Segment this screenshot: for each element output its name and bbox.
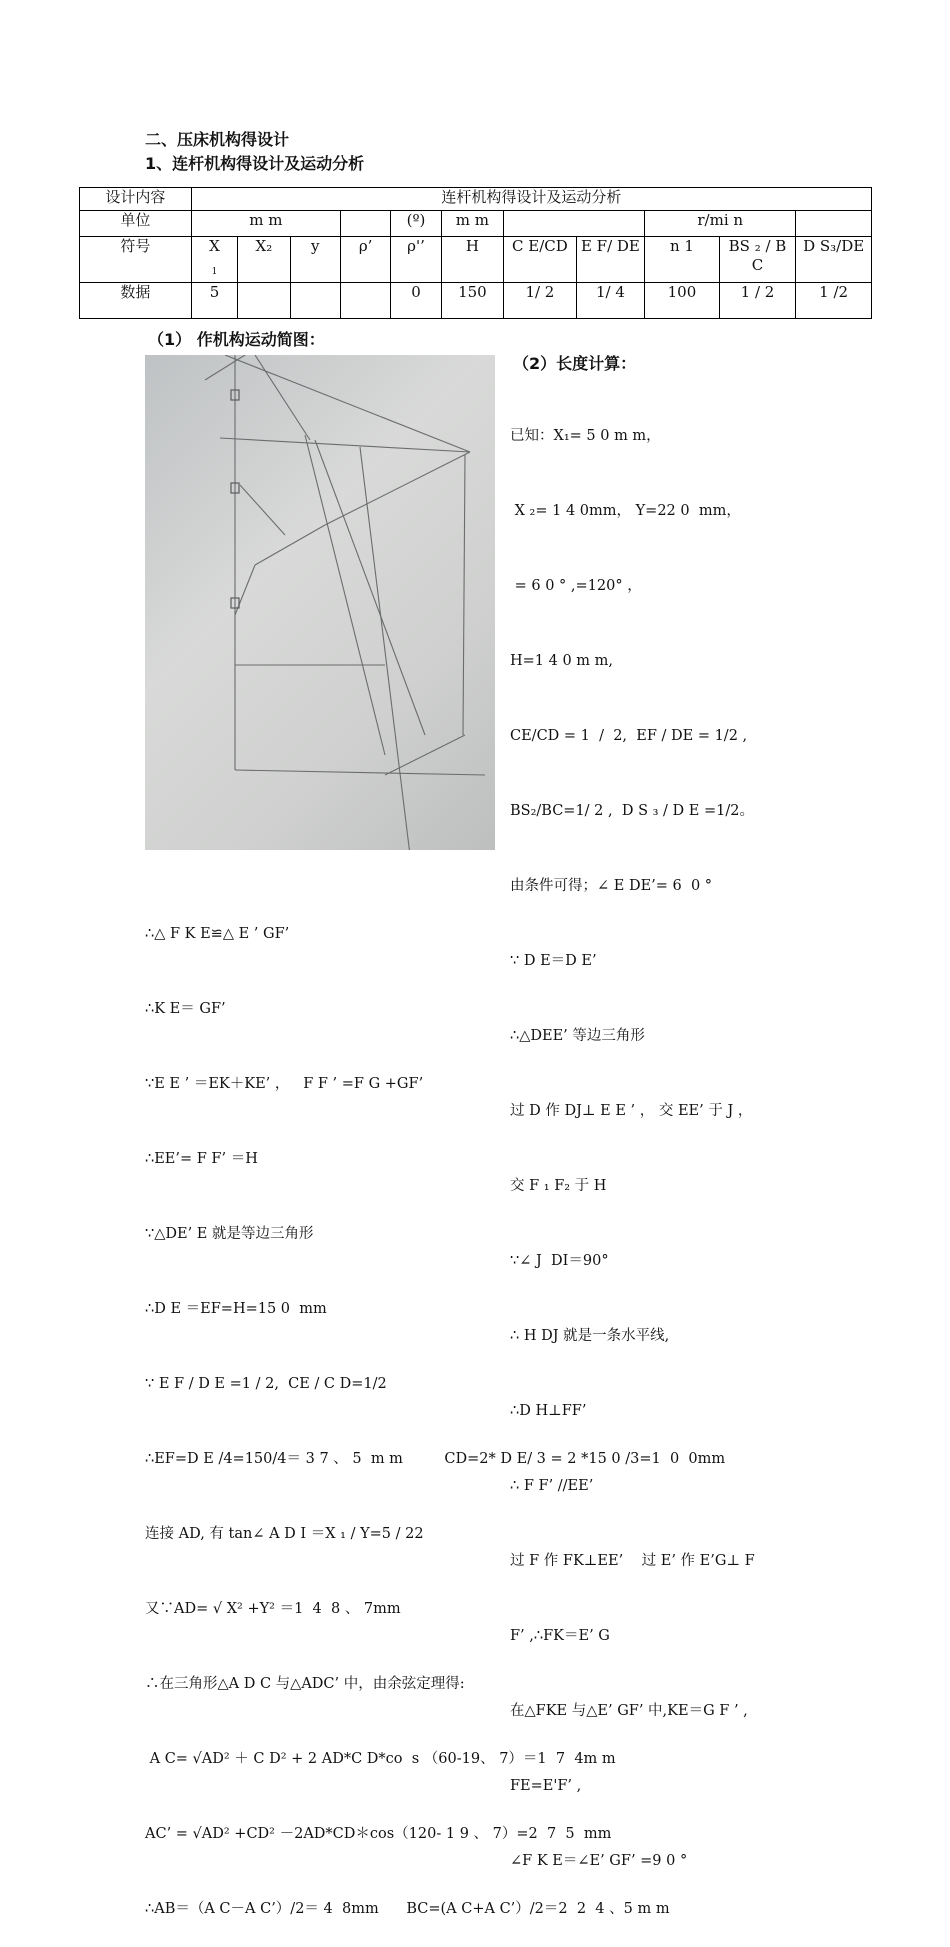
- text-line: ∴K E＝ GF’: [145, 1001, 226, 1017]
- table-cell: n 1: [645, 237, 720, 283]
- table-cell: 1 /2: [796, 283, 872, 319]
- table-cell: [504, 211, 645, 237]
- text-line: ∠F K E＝∠E’ GF’ =9 0 °: [510, 1853, 688, 1869]
- text-line: ∵∠ J DI＝90°: [510, 1253, 609, 1269]
- table-cell: ρ’: [340, 237, 390, 283]
- text-line: ∴D E ＝EF=H=15 0 mm: [145, 1301, 327, 1317]
- figure-title: （1） 作机构运动简图：: [148, 330, 325, 349]
- table-cell: 连杆机构得设计及运动分析: [191, 188, 871, 211]
- table-cell: [340, 211, 390, 237]
- symbol-x1: X: [209, 237, 220, 255]
- text-line: ∴ F F’ //EE’: [510, 1478, 594, 1494]
- text-line: 连接 AD, 有 tan∠ A D I ＝X ₁ / Y=5 / 22: [145, 1526, 424, 1542]
- calc-text-bottom: [145, 872, 725, 1947]
- text-line: 在△FKE 与△E’ GF’ 中,KE＝G F ’ ,: [510, 1703, 748, 1719]
- table-cell: [238, 283, 290, 319]
- text-line: 过 D 作 DJ⊥ E E ’ ， 交 EE’ 于 J ，: [510, 1103, 753, 1119]
- text-line: BS₂/BC=1/ 2 , D S ₃ / D E =1/2。: [510, 803, 754, 819]
- section-heading: 二、压床机构得设计: [145, 130, 290, 149]
- mechanism-sketch: [145, 355, 495, 850]
- table-cell: 1 / 2: [719, 283, 796, 319]
- table-cell: H: [441, 237, 503, 283]
- text-line: ∵ D E＝D E’: [510, 953, 597, 969]
- table-row: [80, 237, 872, 283]
- table-cell: D S₃/DE: [796, 237, 872, 283]
- text-line: CE/CD = 1 / 2, EF / DE = 1/2 ,: [510, 728, 748, 744]
- table-cell: 0: [391, 283, 441, 319]
- text-line: F’ ,∴FK＝E’ G: [510, 1628, 610, 1644]
- text-line: ∴AB＝（A C－A C’）/2＝ 4 8mm BC=(A C+A C’）/2＝2 2 4 、5 m m: [145, 1901, 670, 1917]
- text-line: 又∵AD= √ X² +Y² ＝1 4 8 、 7mm: [145, 1601, 401, 1617]
- table-cell: 单位: [80, 211, 192, 237]
- table-cell: X₂: [238, 237, 290, 283]
- text-line: ∵△DE’ E 就是等边三角形: [145, 1226, 314, 1242]
- text-line: 由条件可得；∠ E DE’= 6 0 °: [510, 878, 713, 894]
- table-cell: 1/ 2: [504, 283, 577, 319]
- table-row: [80, 188, 872, 211]
- table-cell: 5: [191, 283, 237, 319]
- text-line: ∴EE’= F F’ ＝H: [145, 1151, 258, 1167]
- text-line: ∴在三角形△A D C 与△ADC’ 中，由余弦定理得:: [145, 1676, 465, 1692]
- table-cell: (º): [391, 211, 441, 237]
- table-cell: r/mi n: [645, 211, 796, 237]
- table-cell: ρ'’: [391, 237, 441, 283]
- text-line: 已知：X₁= 5 0 m m，: [510, 428, 661, 444]
- text-line: ∵ E F / D E =1 / 2, CE / C D=1/2: [145, 1376, 387, 1392]
- table-cell: C E/CD: [504, 237, 577, 283]
- table-cell: m m: [441, 211, 503, 237]
- text-line: ∴EF=D E /4=150/4＝ 3 7 、 5 m m CD=2* D E/ 3 = 2 *15 0 /3=1 0 0mm: [145, 1451, 726, 1467]
- table-cell: [290, 283, 340, 319]
- table-row: [80, 283, 872, 319]
- table-cell: 符号: [80, 237, 192, 283]
- text-line: ∴△DEE’ 等边三角形: [510, 1028, 645, 1044]
- text-line: ∴D H⊥FF’: [510, 1403, 587, 1419]
- subscript: 1: [211, 267, 218, 277]
- text-line: A C= √AD² ＋ C D² + 2 AD*C D*co s （60-19、 7）＝1 7 4m m: [145, 1751, 616, 1767]
- table-cell: 1/ 4: [576, 283, 645, 319]
- text-line: AC’ = √AD² +CD² －2AD*CD＊cos（120- 1 9 、 7）=2 7 5 mm: [145, 1826, 612, 1842]
- text-line: 交 F ₁ F₂ 于 H: [510, 1178, 607, 1194]
- text-line: X ₂= 1 4 0mm， Y=22 0 mm，: [510, 503, 741, 519]
- text-line: FE=E'F’ ,: [510, 1778, 582, 1794]
- table-cell: 设计内容: [80, 188, 192, 211]
- subsection-heading: 1、连杆机构得设计及运动分析: [145, 154, 365, 173]
- text-line: 过 F 作 FK⊥EE’ 过 E’ 作 E’G⊥ F: [510, 1553, 755, 1569]
- table-cell: 150: [441, 283, 503, 319]
- table-cell: [340, 283, 390, 319]
- text-line: ∵E E ’ ＝EK＋KE’ ， F F ’ =F G +GF’: [145, 1076, 424, 1092]
- table-cell: 数据: [80, 283, 192, 319]
- table-cell: m m: [191, 211, 340, 237]
- table-cell: 100: [645, 283, 720, 319]
- table-row: [80, 211, 872, 237]
- text-line: = 6 0 ° ,=120° ，: [510, 578, 642, 594]
- calc-title: （2）长度计算：: [513, 354, 637, 373]
- text-line: ∴△ F K E≌△ E ’ GF’: [145, 926, 290, 942]
- table-cell: E F/ DE: [576, 237, 645, 283]
- mechanism-sketch-photo: [145, 355, 495, 850]
- text-line: ∴ H DJ 就是一条水平线,: [510, 1328, 670, 1344]
- table-cell: [796, 211, 872, 237]
- text-line: H=1 4 0 m m,: [510, 653, 614, 669]
- table-cell: BS ₂ / B C: [719, 237, 796, 283]
- table-cell: [191, 237, 237, 283]
- table-cell: y: [290, 237, 340, 283]
- design-parameter-table: [79, 187, 872, 319]
